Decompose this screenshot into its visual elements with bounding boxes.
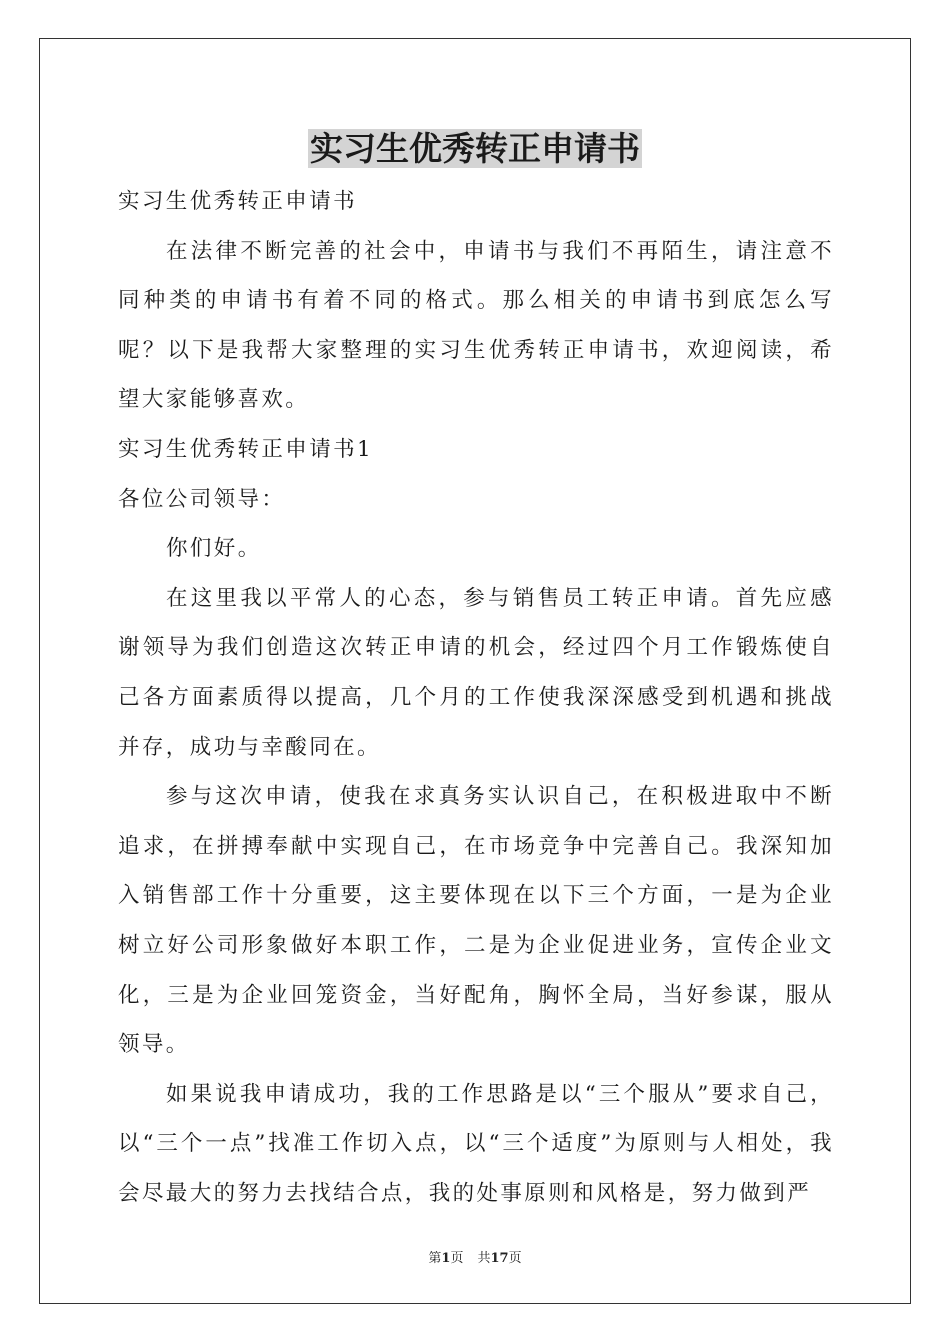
document-title-text: 实习生优秀转正申请书 xyxy=(310,129,640,168)
paragraph: 在这里我以平常人的心态，参与销售员工转正申请。首先应感谢领导为我们创造这次转正申请的机会，经过四个月工作锻炼使自己各方面素质得以提高，几个月的工作使我深深感受到机遇和挑战并存，成功与幸酸同在。 xyxy=(118,585,834,760)
total-pages: 17 xyxy=(490,1251,509,1266)
paragraph: 你们好。 xyxy=(166,536,262,562)
page-number: 1 xyxy=(441,1251,451,1266)
page-label-pre: 第 xyxy=(428,1251,442,1266)
paragraph: 各位公司领导： xyxy=(118,486,286,512)
page-label-post: 页 xyxy=(450,1251,464,1266)
paragraph: 实习生优秀转正申请书 xyxy=(118,189,358,214)
paragraph: 如果说我申请成功，我的工作思路是以“三个服从”要求自己，以“三个一点”找准工作切入点，以“三个适度”为原则与人相处，我会尽最大的努力去找结合点，我的处事原则和风格是，努力做到严 xyxy=(118,1081,834,1206)
paragraph: 参与这次申请，使我在求真务实认识自己，在积极进取中不断追求，在拼搏奉献中实现自己，在市场竞争中完善自己。我深知加入销售部工作十分重要，这主要体现在以下三个方面，一是为企业树立好公司形象做好本职工作，二是为企业促进业务，宣传企业文化，三是为企业回笼资金，当好配角，胸怀全局，当好参谋，服从领导。 xyxy=(118,784,834,1058)
total-label-post: 页 xyxy=(508,1251,522,1266)
page-footer xyxy=(0,1247,950,1266)
document-title xyxy=(0,126,950,172)
paragraph: 实习生优秀转正申请书1 xyxy=(118,436,374,462)
document-body xyxy=(118,177,834,1218)
paragraph: 在法律不断完善的社会中，申请书与我们不再陌生，请注意不同种类的申请书有着不同的格式。那么相关的申请书到底怎么写呢？以下是我帮大家整理的实习生优秀转正申请书，欢迎阅读，希望大家能够喜欢。 xyxy=(118,238,834,413)
total-label-pre: 共 xyxy=(477,1251,491,1266)
